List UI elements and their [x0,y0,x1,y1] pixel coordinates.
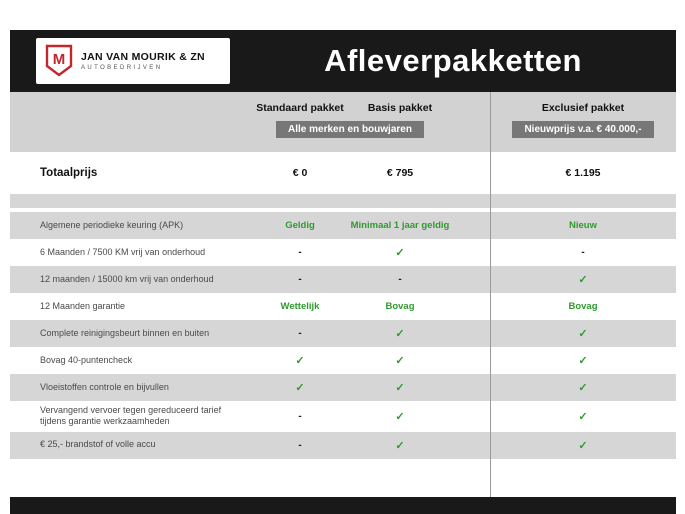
dash-value: - [398,274,402,285]
feature-label: Bovag 40-puntencheck [40,354,133,365]
logo-text [81,51,205,71]
column-standaard-pakket: Standaard pakket [256,102,344,114]
feature-row [10,432,676,459]
total-price-row [10,152,676,194]
feature-row [10,239,676,266]
company-logo [36,38,230,84]
dash-value: - [298,247,302,258]
check-icon: ✓ [578,274,588,286]
total-standaard: € 0 [292,167,308,179]
text-value: Bovag [568,301,598,312]
feature-row [10,401,676,432]
column-exclusief-pakket: Exclusief pakket [541,102,625,114]
text-value: Wettelijk [280,301,320,312]
dash-value: - [298,410,302,422]
svg-text:M: M [52,51,66,68]
feature-label: Algemene periodieke keuring (APK) [40,219,184,230]
company-name: JAN VAN MOURIK & ZN [81,51,205,63]
dash-value: - [298,439,302,451]
company-subtitle: AUTOBEDRIJVEN [81,65,163,71]
badge-nieuwprijs: Nieuwprijs v.a. € 40.000,- [512,121,653,138]
column-basis-pakket: Basis pakket [367,102,433,114]
feature-label: 12 Maanden garantie [40,300,126,311]
check-icon: ✓ [295,355,305,367]
feature-label: € 25,- brandstof of volle accu [40,439,156,450]
feature-label: 6 Maanden / 7500 KM vrij van onderhoud [40,246,206,257]
feature-label: Vervangend vervoer tegen gereduceerd tarief tijdens garantie werkzaamheden [40,405,222,427]
check-icon: ✓ [395,328,405,340]
check-icon: ✓ [578,382,588,394]
feature-row [10,347,676,374]
feature-row [10,374,676,401]
feature-row [10,320,676,347]
badge-alle-merken: Alle merken en bouwjaren [276,121,424,138]
header-bar [10,30,676,92]
spacer-row [10,194,676,208]
check-icon: ✓ [578,328,588,340]
dash-value: - [581,247,585,258]
check-icon: ✓ [395,439,405,452]
feature-row [10,293,676,320]
feature-row [10,266,676,293]
logo-m-shield-icon [44,44,74,78]
total-basis: € 795 [386,167,414,179]
check-icon: ✓ [395,410,405,423]
check-icon: ✓ [395,247,405,259]
check-icon: ✓ [395,382,405,394]
feature-label: 12 maanden / 15000 km vrij van onderhoud [40,273,214,284]
text-value: Geldig [285,220,315,231]
text-value: Nieuw [569,220,597,231]
feature-label: Complete reinigingsbeurt binnen en buiten [40,327,210,338]
total-price-label: Totaalprijs [40,167,98,179]
badges-row [10,121,676,138]
text-value: Bovag [385,301,415,312]
total-exclusief: € 1.195 [565,167,601,179]
footer-bar [10,497,676,514]
column-labels-row [10,102,676,114]
check-icon: ✓ [395,355,405,367]
check-icon: ✓ [578,439,588,452]
check-icon: ✓ [295,382,305,394]
check-icon: ✓ [578,355,588,367]
table-header [10,92,676,152]
feature-rows [10,194,676,459]
check-icon: ✓ [578,410,588,423]
text-value: Minimaal 1 jaar geldig [350,220,450,231]
dash-value: - [298,274,302,285]
dash-value: - [298,328,302,339]
feature-row [10,212,676,239]
feature-label: Vloeistoffen controle en bijvullen [40,381,169,392]
page-title: Afleverpakketten [324,43,582,78]
column-divider [490,92,491,497]
